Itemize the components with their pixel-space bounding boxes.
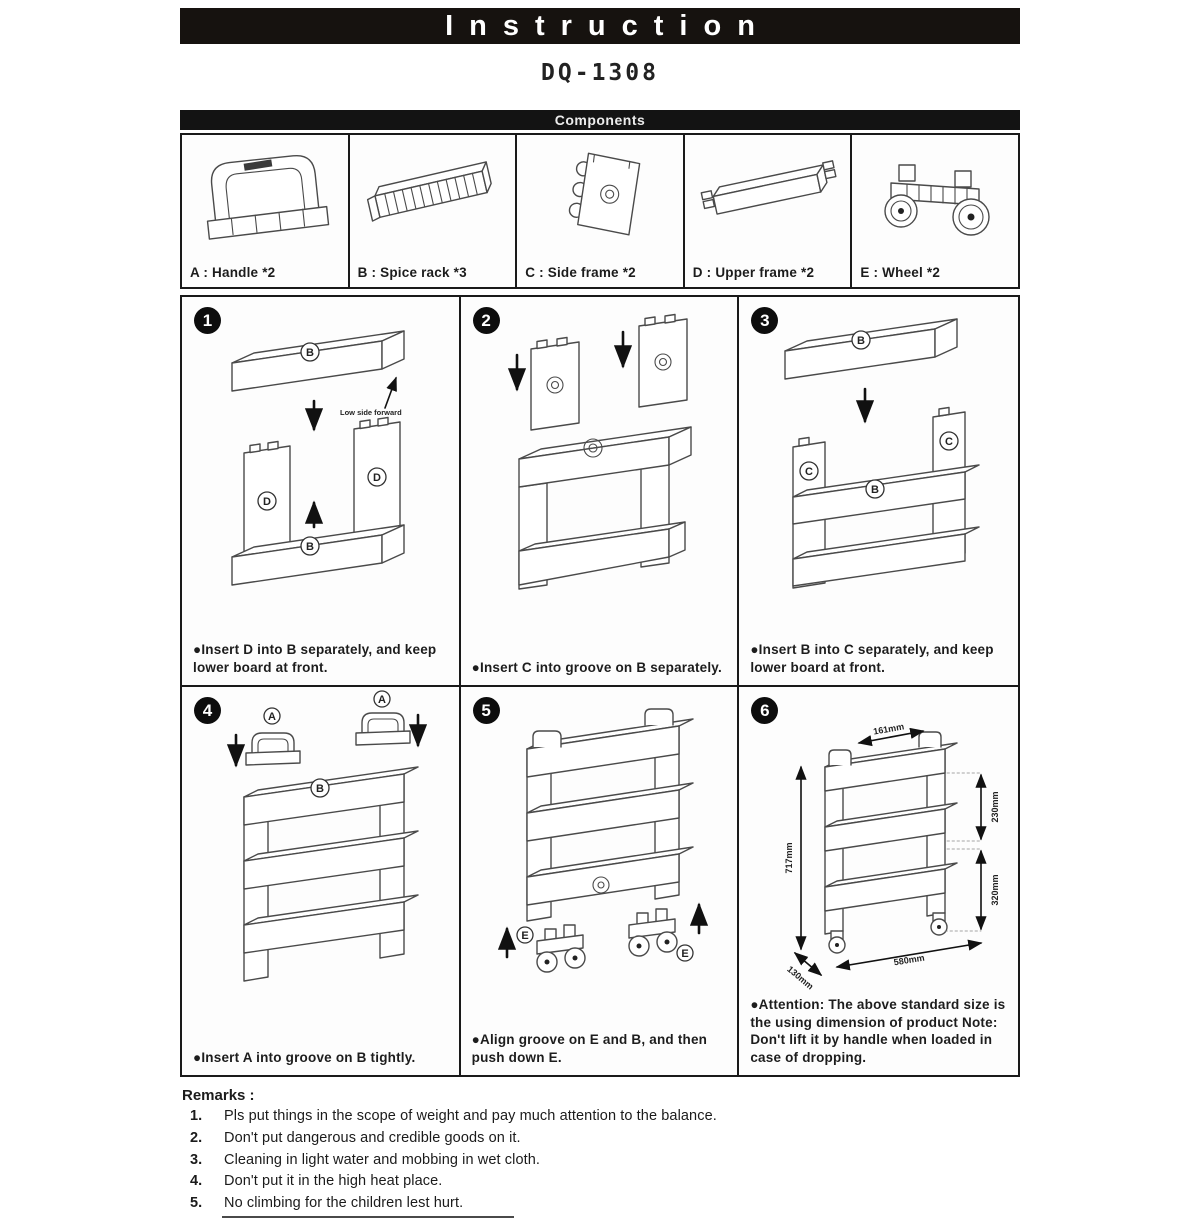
remark-number: 4. [190,1173,203,1190]
annotation-label: Low side forward [340,408,402,417]
dim-upper: 230mm [990,791,1001,823]
svg-text:B: B [857,335,866,347]
step-caption: ●Insert B into C separately, and keep lower board at front. [750,642,994,676]
component-cell-side-frame [517,135,685,287]
dim-lower: 320mm [990,874,1001,906]
component-label: E : Wheel *2 [860,265,941,280]
remark-item [182,1150,1020,1172]
step-3-diagram [745,301,1013,601]
step-2-diagram [467,301,735,601]
step-4 [182,687,461,1075]
remark-number: 3. [190,1151,203,1168]
dim-depth: 130mm [785,963,816,992]
component-cell-upper-frame [685,135,853,287]
steps-grid [180,295,1020,1077]
handle-left [246,733,300,765]
remark-text: No climbing for the children lest hurt. [224,1195,464,1211]
remark-number: 1. [190,1108,203,1124]
component-cell-wheel [852,135,1018,287]
components-table [180,133,1020,289]
page-title: Instruction [445,9,771,42]
wheel-drawing [855,139,1015,251]
remark-text: Don't put it in the high heat place. [224,1173,443,1190]
step-5 [461,687,740,1075]
svg-text:E: E [680,948,689,960]
components-header: Components [180,110,1020,130]
svg-text:B: B [306,347,314,359]
part-badge-left [264,708,280,724]
part-badge-right [368,468,386,486]
step-6-diagram [745,691,1013,991]
part-badge-mid [866,480,884,498]
step-caption: ●Align groove on E and B, and then push down E. [471,1032,708,1066]
remark-text: Pls put things in the scope of weight and pay much attention to the balance. [224,1108,717,1124]
svg-text:A: A [378,694,386,706]
remark-item [182,1128,1020,1150]
spice-rack-drawing [352,139,512,251]
step-caption: ●Insert A into groove on B tightly. [193,1050,416,1066]
step-number: 5 [473,697,500,724]
remarks-title: Remarks : [182,1087,255,1104]
wheel-assembly-left [537,925,585,972]
part-badge-mid [311,779,329,797]
wheel-assembly-right [629,909,677,956]
remark-number: 5. [190,1195,203,1211]
side-frame-drawing [520,139,680,251]
component-label: A : Handle *2 [190,265,276,280]
remark-item [182,1106,1020,1128]
part-badge-top [301,343,319,361]
remark-text: Cleaning in light water and mobbing in wet cloth. [224,1151,541,1168]
dim-width: 580mm [893,952,926,968]
part-badge-top [852,331,870,349]
part-badge-right [940,432,958,450]
svg-text:D: D [263,496,271,508]
remark-item [182,1193,1020,1215]
component-label: D : Upper frame *2 [692,265,815,280]
step-number: 3 [751,307,778,334]
upper-frame-drawing [688,139,848,251]
model-number: DQ-1308 [541,60,659,86]
title-bar [180,8,1020,44]
step-caption: ●Insert C into groove on B separately. [471,660,722,676]
remark-text: Don't put dangerous and credible goods on it. [224,1129,521,1146]
svg-text:D: D [373,472,381,484]
remarks-section [180,1087,1020,1218]
svg-text:E: E [520,930,529,942]
remark-item [182,1171,1020,1193]
step-number: 6 [751,697,778,724]
component-label: B : Spice rack *3 [357,265,467,280]
svg-text:A: A [268,711,276,723]
handle-right [356,713,410,745]
part-badge-bottom [301,537,319,555]
step-3 [739,297,1018,687]
step-number: 2 [473,307,500,334]
step-6 [739,687,1018,1075]
step-2 [461,297,740,687]
dim-top: 161mm [872,721,906,737]
step-1 [182,297,461,687]
divider [222,1216,514,1218]
part-badge-left [517,927,533,943]
component-label: C : Side frame *2 [525,265,636,280]
svg-text:B: B [306,541,314,553]
part-badge-right [677,945,693,961]
page [180,0,1020,1218]
svg-text:C: C [805,466,814,478]
svg-text:B: B [316,783,324,795]
step-5-diagram [467,691,735,991]
component-cell-spice-rack [350,135,518,287]
part-badge-left [800,462,818,480]
component-cell-handle [182,135,350,287]
step-number: 1 [194,307,221,334]
part-badge-left [258,492,276,510]
step-4-diagram [188,691,456,991]
svg-text:B: B [871,484,880,496]
dim-height: 717mm [784,842,795,874]
svg-text:C: C [945,436,954,448]
step-1-diagram [188,301,456,601]
step-caption: ●Insert D into B separately, and keep lower board at front. [193,642,437,676]
remark-number: 2. [190,1129,203,1146]
handle-drawing [185,139,345,251]
part-badge-right [374,691,390,707]
step-caption: ●Attention: The above standard size is the using dimension of product Note: Don't lift it by handle when loaded in case of dropping. [750,996,1006,1066]
step-number: 4 [194,697,221,724]
